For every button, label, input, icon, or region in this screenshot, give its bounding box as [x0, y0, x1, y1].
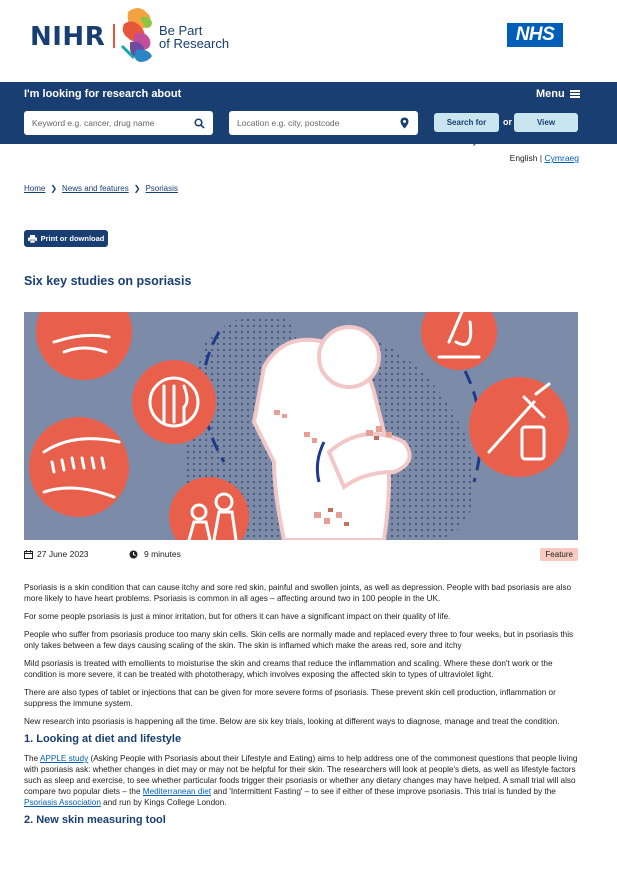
breadcrumb-psoriasis[interactable]: Psoriasis [145, 184, 178, 193]
paragraph: Psoriasis is a skin condition that can cause itchy and sore red skin, painful and swollen joints, as well as depression. People with bad psoriasis are also more likely to have heart problems. Psoriasis is common in all ages – affecting around two in 100 people in the UK. [24, 583, 572, 603]
paragraph: For some people psoriasis is just a minor irritation, but for others it can have a significant impact on their quality of life. [24, 612, 451, 621]
calendar-icon [24, 550, 33, 559]
psoriasis-association-link[interactable]: Psoriasis Association [24, 798, 101, 807]
print-label: Print or download [40, 234, 105, 243]
article-meta [24, 548, 578, 562]
location-input[interactable] [237, 118, 398, 128]
paragraph: The APPLE study (Asking People with Psoriasis about their Lifestyle and Eating) aims to help address one of the commonest questions that people living with psoriasis ask: whether changes in diet may or may not be helpful for their skin. The researchers will look at people's diets, as well as lifestyle factors such as sleep and exercise, to see whether particular foods trigger their psoriasis or whether any dietary changes may have helped. A small trial will also compare two popular diets – the Mediterranean diet and 'Intermittent Fasting' – to see if either of these improve psoriasis. This trial is funded by the Psoriasis Association and run by Kings College London. [24, 754, 578, 807]
be-part-of-research-logo-icon [118, 6, 158, 64]
clock-icon [129, 550, 138, 559]
print-button[interactable] [24, 230, 108, 247]
search-heading: I'm looking for research about [24, 88, 182, 100]
location-field[interactable] [229, 111, 418, 135]
mediterranean-diet-link[interactable]: Mediterranean diet [142, 787, 212, 796]
lang-english: English [509, 153, 538, 163]
article-body [24, 582, 578, 834]
menu-label: Menu [536, 88, 565, 100]
read-time: 9 minutes [144, 549, 181, 559]
be-part-of-research-wordmark[interactable]: Be Part of Research [159, 23, 230, 51]
search-icon[interactable] [193, 117, 205, 129]
search-panel [0, 82, 617, 144]
keyword-field[interactable] [24, 111, 213, 135]
hamburger-icon [570, 90, 580, 98]
paragraph: Mild psoriasis is treated with emollients to moisturise the skin and creams that reduce the inflammation and scaling. Where these don't work or the condition is more severe, it can be treated with phototherapy, which involves exposing the affected skin to types of ultraviolet light. [24, 659, 553, 679]
paragraph: New research into psoriasis is happening all the time. Below are six key trials, looking at different ways to diagnose, manage and treat the condition. [24, 717, 560, 726]
nihr-logo[interactable]: NIHR [30, 22, 106, 52]
breadcrumb-news[interactable]: News and features [62, 184, 129, 193]
lang-welsh-link[interactable]: Cymraeg [544, 153, 579, 163]
breadcrumb-home[interactable]: Home [24, 184, 46, 193]
section-heading: 1. Looking at diet and lifestyle [24, 733, 182, 745]
chevron-right-icon: ❯ [133, 184, 141, 193]
apple-study-link[interactable]: APPLE study [39, 754, 89, 763]
logo-divider [113, 24, 115, 48]
or-label: or [503, 117, 512, 127]
keyword-input[interactable] [32, 118, 193, 128]
breadcrumb [24, 184, 178, 193]
section-heading: 2. New skin measuring tool [24, 814, 166, 826]
paragraph: People who suffer from psoriasis produce too many skin cells. Skin cells are normally made and replaced every three to four weeks, but in psoriasis this only takes between a few days causing scaling of the skin. The skin is inflamed which make the areas red, sore and itchy [24, 630, 574, 650]
language-switcher: English | Cymraeg [509, 153, 579, 163]
location-pin-icon[interactable] [398, 117, 410, 129]
printer-icon [28, 235, 37, 243]
site-header [0, 0, 617, 82]
feature-badge: Feature [540, 548, 578, 561]
nhs-logo[interactable]: NHS [507, 23, 563, 47]
hero-illustration [24, 312, 578, 540]
chevron-right-icon: ❯ [50, 184, 58, 193]
paragraph: There are also types of tablet or injections that can be given for more severe forms of psoriasis. These prevent skin cell production, inflammation or suppress the immune system. [24, 688, 556, 708]
view-conditions-button[interactable]: View conditions [514, 113, 578, 132]
menu-button[interactable] [536, 88, 580, 100]
publish-date: 27 June 2023 [37, 549, 89, 559]
search-for-study-button[interactable]: Search for study [434, 113, 499, 132]
page-title: Six key studies on psoriasis [24, 274, 192, 288]
